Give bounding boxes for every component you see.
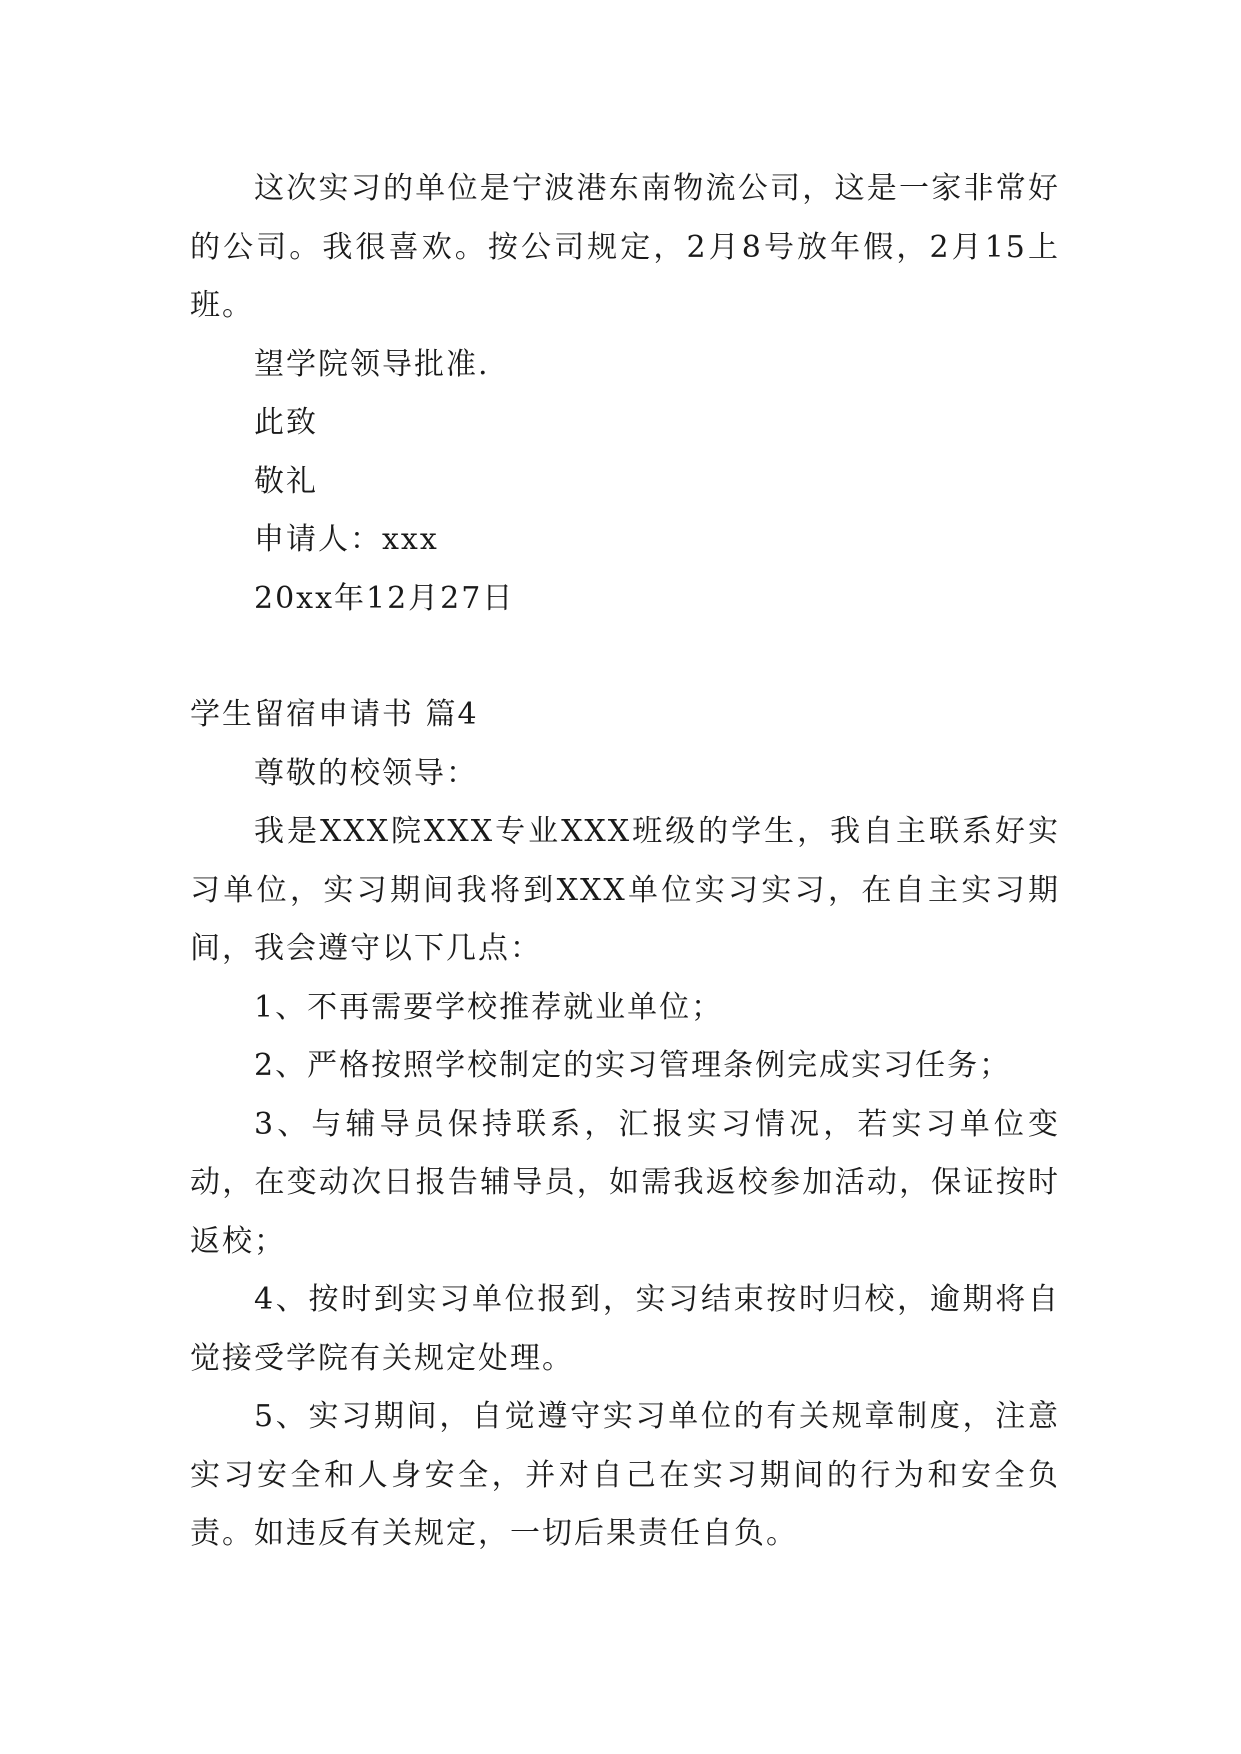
paragraph-item-1: 1、不再需要学校推荐就业单位； [254,989,724,1025]
paragraph-closing-2: 敬礼 [254,463,318,499]
document-body [190,160,1060,1564]
paragraph-closing-1: 此致 [254,405,318,440]
section-title: 学生留宿申请书 篇4 [190,697,479,732]
paragraph-date: 20xx年12月27日 [254,580,515,616]
paragraph-request-approval: 望学院领导批准. [254,346,490,382]
paragraph-item-2: 2、严格按照学校制定的实习管理条例完成实习任务； [254,1048,1012,1083]
paragraph-item-5: 5、实习期间，自觉遵守实习单位的有关规章制度，注意实习安全和人身安全，并对自己在实习期间的行为和安全负责。如违反有关规定，一切后果责任自负。 [190,1399,1060,1551]
paragraph-internship-unit: 这次实习的单位是宁波港东南物流公司，这是一家非常好的公司。我很喜欢。按公司规定，2月8号放年假，2月15上班。 [190,171,1060,323]
paragraph-applicant: 申请人：xxx [254,522,439,557]
paragraph-introduction: 我是XXX院XXX专业XXX班级的学生，我自主联系好实习单位，实习期间我将到XXX单位实习实习，在自主实习期间，我会遵守以下几点： [190,814,1060,966]
section-spacer [190,628,1060,686]
paragraph-salutation: 尊敬的校领导： [254,755,478,791]
paragraph-item-3: 3、与辅导员保持联系，汇报实习情况，若实习单位变动，在变动次日报告辅导员，如需我返校参加活动，保证按时返校； [190,1106,1060,1259]
paragraph-item-4: 4、按时到实习单位报到，实习结束按时归校，逾期将自觉接受学院有关规定处理。 [190,1282,1060,1376]
